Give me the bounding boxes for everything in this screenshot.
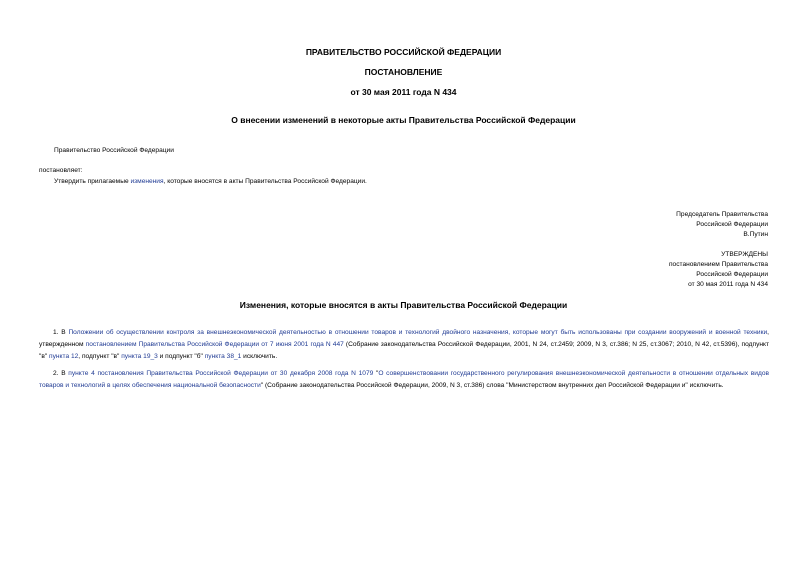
item1-text-4: и подпункт "б"	[157, 352, 205, 360]
item1-text-2: (Собрание законодательства Российской Федерации, 2001, N 24, ст.2459; 2009, N 3, ст.386; N 25, ст.3067; 2010, N 42, ст.5396), подпункт "в"	[39, 340, 769, 360]
item1-point12-link[interactable]: пункта 12	[49, 352, 79, 360]
signature-name: В.Путин	[743, 231, 768, 238]
item2-text-2: " (Собрание законодательства Российской Федерации, 2009, N 3, ст.386) слова "Министерством внутренних дел Российской Федерации и" исключить.	[260, 381, 724, 389]
approved-word: УТВЕРЖДЕНЫ	[721, 251, 768, 258]
item2-point4-link[interactable]: пункте 4 постановления Правительства Российской Федерации от 30 декабря 2008 года N 1079	[68, 370, 374, 377]
approve-suffix: , которые вносятся в акты Правительства Российской Федерации.	[163, 178, 367, 185]
signature-line-2: Российской Федерации	[696, 221, 768, 228]
item2-number: 2. В	[53, 370, 69, 377]
approve-changes-link[interactable]: изменения	[130, 178, 164, 185]
item1-text-1: , утвержденном	[39, 329, 769, 348]
approved-line-2: Российской Федерации	[696, 271, 768, 278]
item1-text-3: , подпункт "в"	[78, 352, 122, 360]
signature-line-1: Председатель Правительства	[676, 211, 768, 218]
approve-paragraph	[54, 178, 367, 187]
document-type: ПОСТАНОВЛЕНИЕ	[364, 67, 443, 77]
issuer-text: Правительство Российской Федерации	[54, 147, 174, 154]
approve-prefix: Утвердить прилагаемые	[54, 178, 131, 185]
change-item-1	[39, 327, 769, 362]
document-date-number: от 30 мая 2011 года N 434	[350, 87, 457, 97]
change-item-2	[39, 368, 769, 392]
item1-text-5: исключить.	[241, 352, 278, 360]
item2-title-link[interactable]: О совершенствовании государственного регулирования внешнеэкономической деятельности в отношении отдельных видов товаров и технологий в целях обеспечения национальной безопасности	[39, 370, 770, 389]
government-heading: ПРАВИТЕЛЬСТВО РОССИЙСКОЙ ФЕДЕРАЦИИ	[305, 47, 502, 57]
document-title: О внесении изменений в некоторые акты Правительства Российской Федерации	[231, 115, 576, 125]
item1-decree-link[interactable]: постановлением Правительства Российской Федерации от 7 июня 2001 года N 447	[85, 340, 344, 348]
changes-title: Изменения, которые вносятся в акты Правительства Российской Федерации	[239, 300, 568, 310]
item1-regulation-link[interactable]: Положении об осуществлении контроля за внешнеэкономической деятельностью в отношении товаров и технологий двойного назначения, которые могут быть использованы при создании вооружений и военной техники	[68, 329, 768, 336]
item1-point38-1-link[interactable]: пункта 38_1	[204, 352, 242, 360]
item1-number: 1. В	[53, 329, 69, 336]
signature-block	[676, 210, 768, 240]
approved-line-1: постановлением Правительства	[668, 261, 768, 268]
item2-text-1: "	[373, 370, 379, 377]
item1-point19-3-link[interactable]: пункта 19_3	[121, 352, 158, 360]
approved-block	[669, 250, 768, 290]
approved-line-3: от 30 мая 2011 года N 434	[688, 281, 768, 288]
decides-text: постановляет:	[39, 167, 83, 174]
